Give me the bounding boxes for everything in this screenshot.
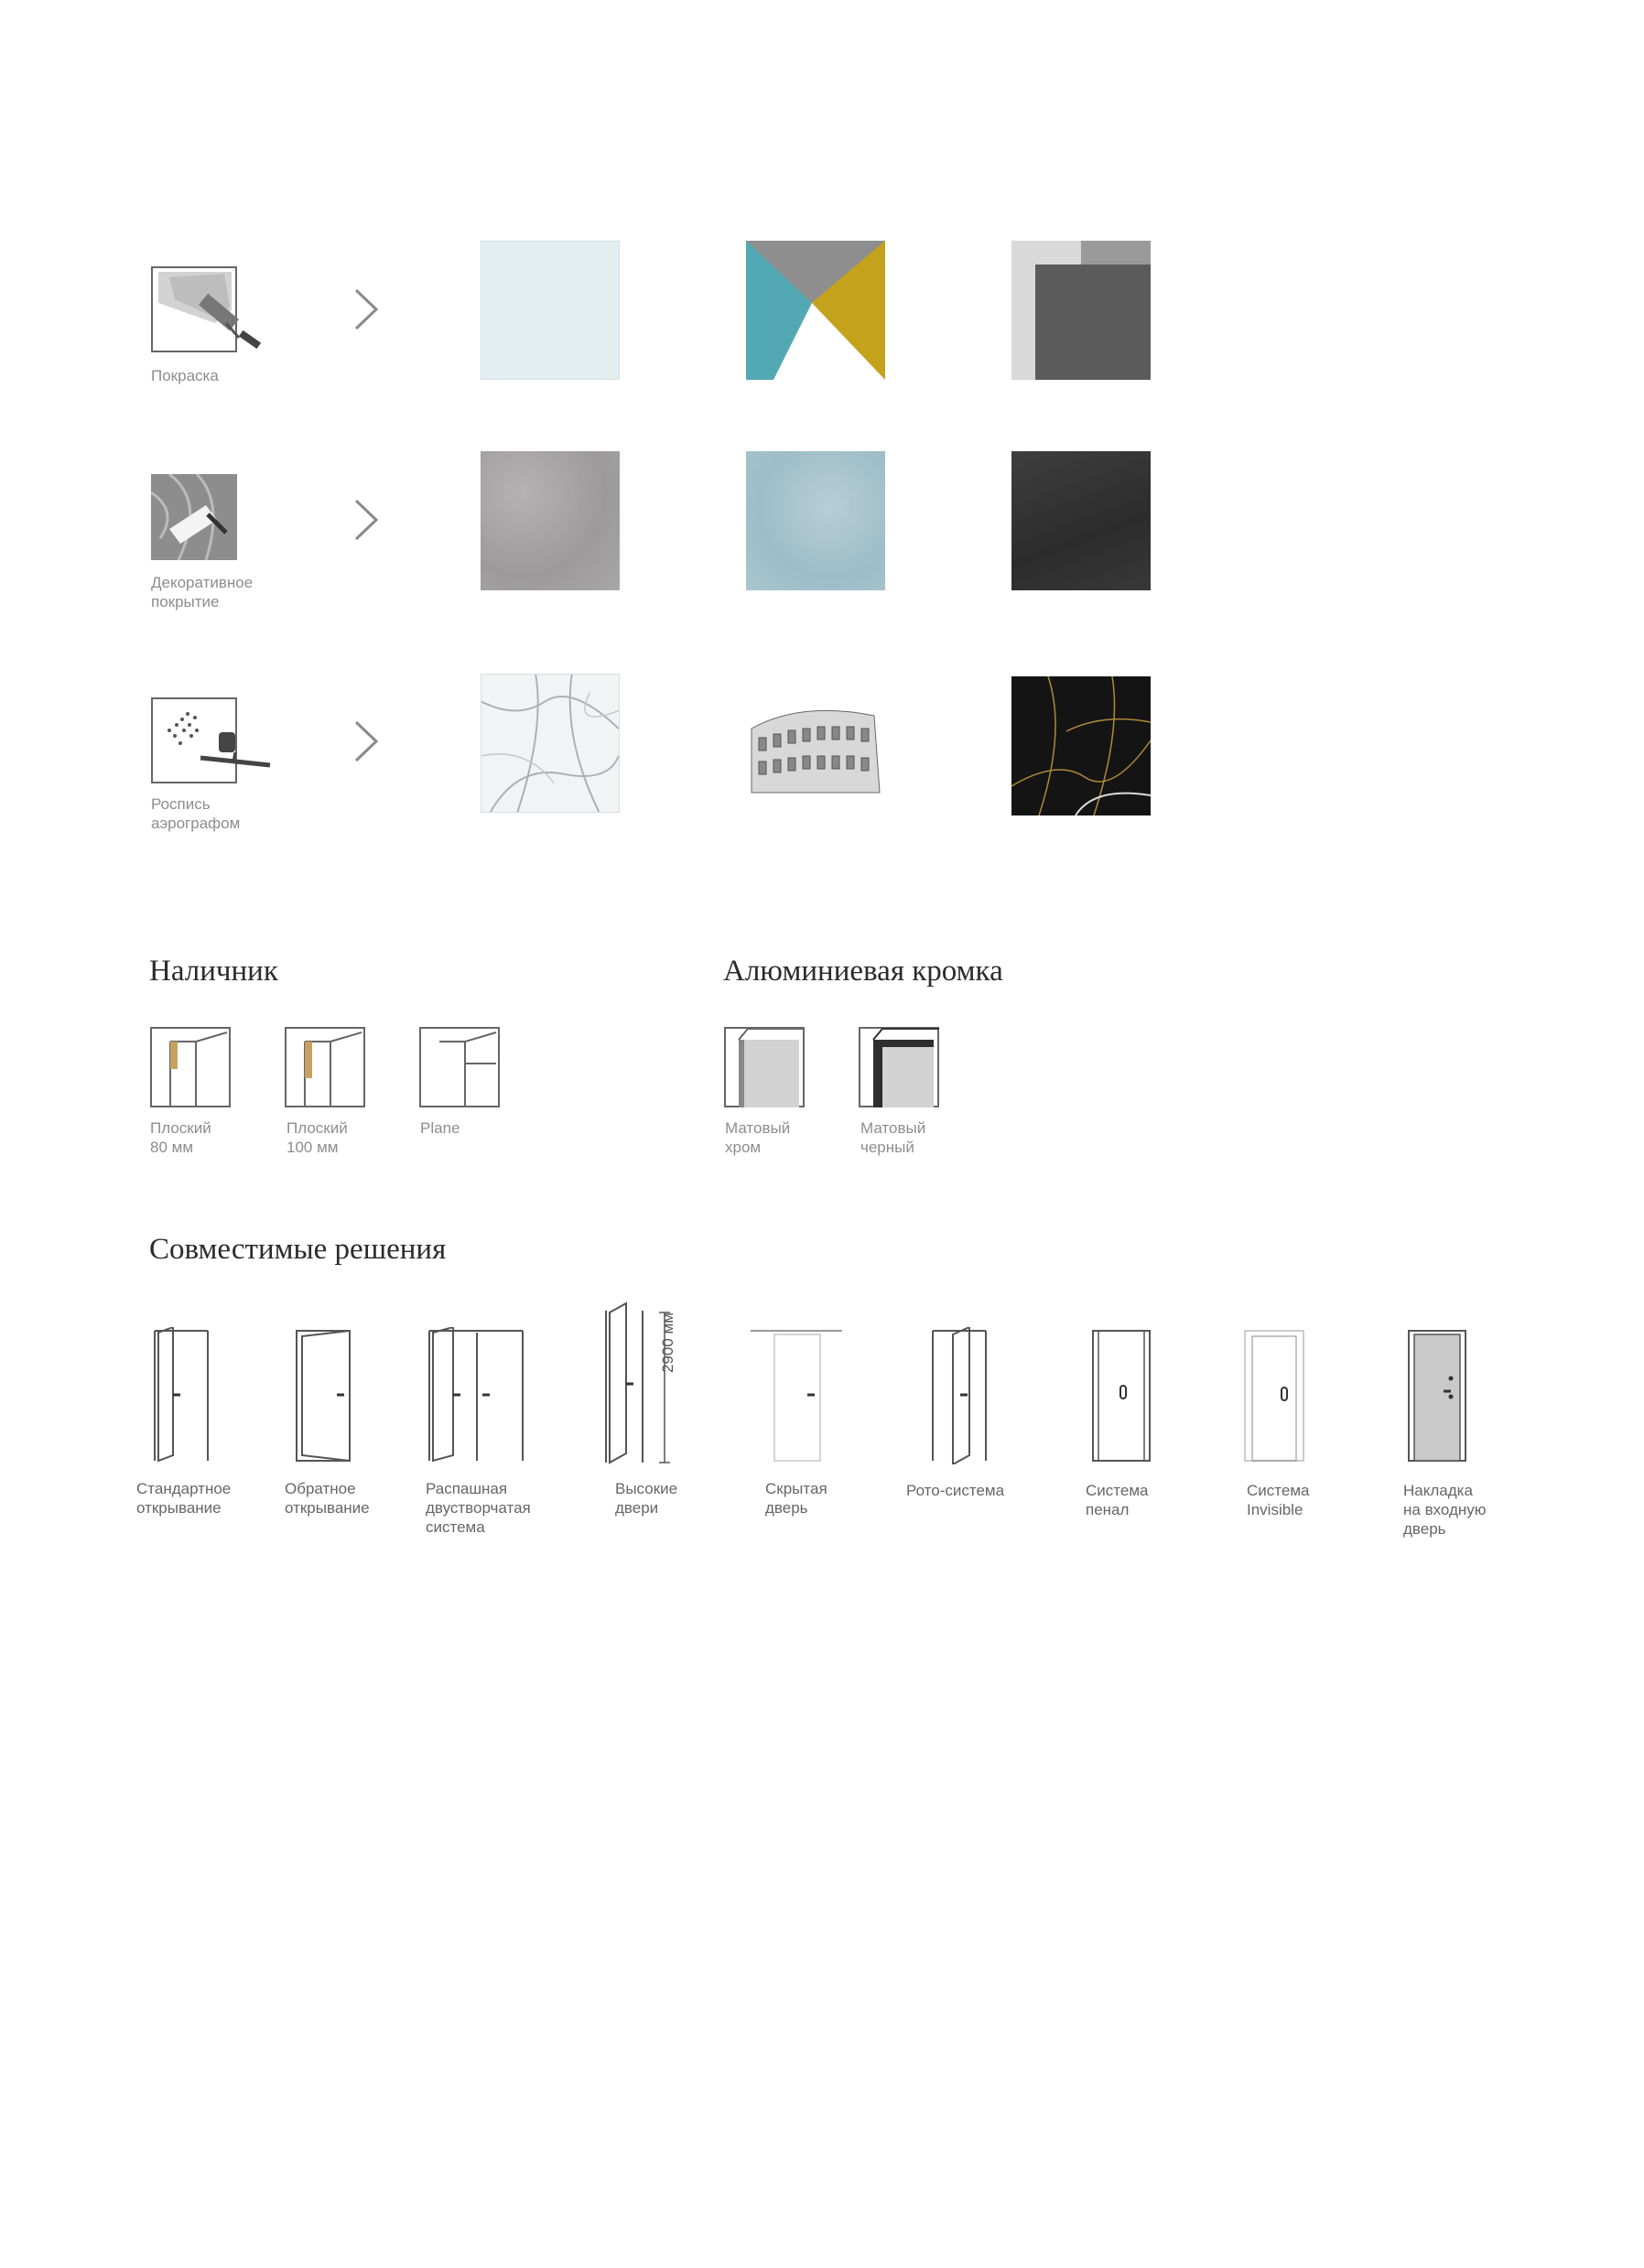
finish-label-decorative: Декоративное покрытие <box>151 574 254 610</box>
swatch-dark-plaster[interactable] <box>1011 451 1151 590</box>
edge-label-matte-chrome: Матовый хром <box>725 1119 791 1156</box>
door-reverse-opening-icon[interactable] <box>293 1327 357 1464</box>
solution-label-hidden: Скрытая дверь <box>765 1480 827 1517</box>
solution-label-pocket: Система пенал <box>1086 1482 1149 1518</box>
finish-label-painting: Покраска <box>151 367 219 384</box>
swatch-pale-mint[interactable] <box>481 241 620 380</box>
trowel-icon <box>151 474 237 560</box>
swatch-blue-plaster[interactable] <box>746 451 885 590</box>
door-pocket-icon[interactable] <box>1089 1327 1163 1464</box>
door-roto-icon[interactable] <box>929 1327 1002 1464</box>
door-invisible-icon[interactable] <box>1241 1327 1314 1464</box>
airbrush-icon <box>151 697 237 783</box>
swatch-gray-blocks[interactable] <box>1011 241 1151 380</box>
solutions-title: Совместимые решения <box>149 1233 447 1266</box>
swatch-black-marble[interactable] <box>1011 676 1151 815</box>
trim-title: Наличник <box>149 955 278 988</box>
swatch-gray-plaster[interactable] <box>481 451 620 590</box>
finish-label-airbrush: Роспись аэрографом <box>151 795 241 832</box>
trim-label-flat-80: Плоский 80 мм <box>150 1119 211 1156</box>
solution-label-entrance: Накладка на входную дверь <box>1403 1482 1487 1538</box>
trim-flat-100-icon[interactable] <box>285 1027 365 1107</box>
solution-label-roto: Рото-система <box>906 1482 1005 1499</box>
door-hidden-icon[interactable] <box>751 1327 842 1464</box>
solution-label-invisible: Система Invisible <box>1247 1482 1310 1518</box>
swatch-white-marble[interactable] <box>481 674 620 813</box>
trim-plane-icon[interactable] <box>419 1027 500 1107</box>
solution-label-standard: Стандартное открывание <box>136 1480 232 1517</box>
swatch-geometric[interactable] <box>746 241 885 380</box>
door-tall-icon[interactable] <box>602 1301 694 1466</box>
chevron-right-icon[interactable] <box>352 718 380 764</box>
solution-label-reverse: Обратное открывание <box>285 1480 370 1517</box>
chevron-right-icon[interactable] <box>352 286 380 332</box>
edge-title: Алюминиевая кромка <box>723 955 1003 988</box>
door-double-swing-icon[interactable] <box>426 1327 526 1464</box>
edge-matte-black-icon[interactable] <box>859 1027 939 1107</box>
chevron-right-icon[interactable] <box>352 497 380 543</box>
solution-label-double: Распашная двустворчатая система <box>426 1480 531 1536</box>
trim-label-plane: Plane <box>420 1119 460 1137</box>
door-entrance-overlay-icon[interactable] <box>1405 1327 1478 1464</box>
swatch-colosseum[interactable] <box>746 674 885 813</box>
edge-matte-chrome-icon[interactable] <box>724 1027 805 1107</box>
tall-door-height-label: 2900 мм <box>659 1312 676 1373</box>
edge-label-matte-black: Матовый черный <box>860 1119 926 1156</box>
door-standard-opening-icon[interactable] <box>151 1327 215 1464</box>
trim-label-flat-100: Плоский 100 мм <box>287 1119 348 1156</box>
solution-label-tall: Высокие двери <box>615 1480 678 1517</box>
trim-flat-80-icon[interactable] <box>150 1027 231 1107</box>
paint-roller-icon <box>151 266 237 352</box>
